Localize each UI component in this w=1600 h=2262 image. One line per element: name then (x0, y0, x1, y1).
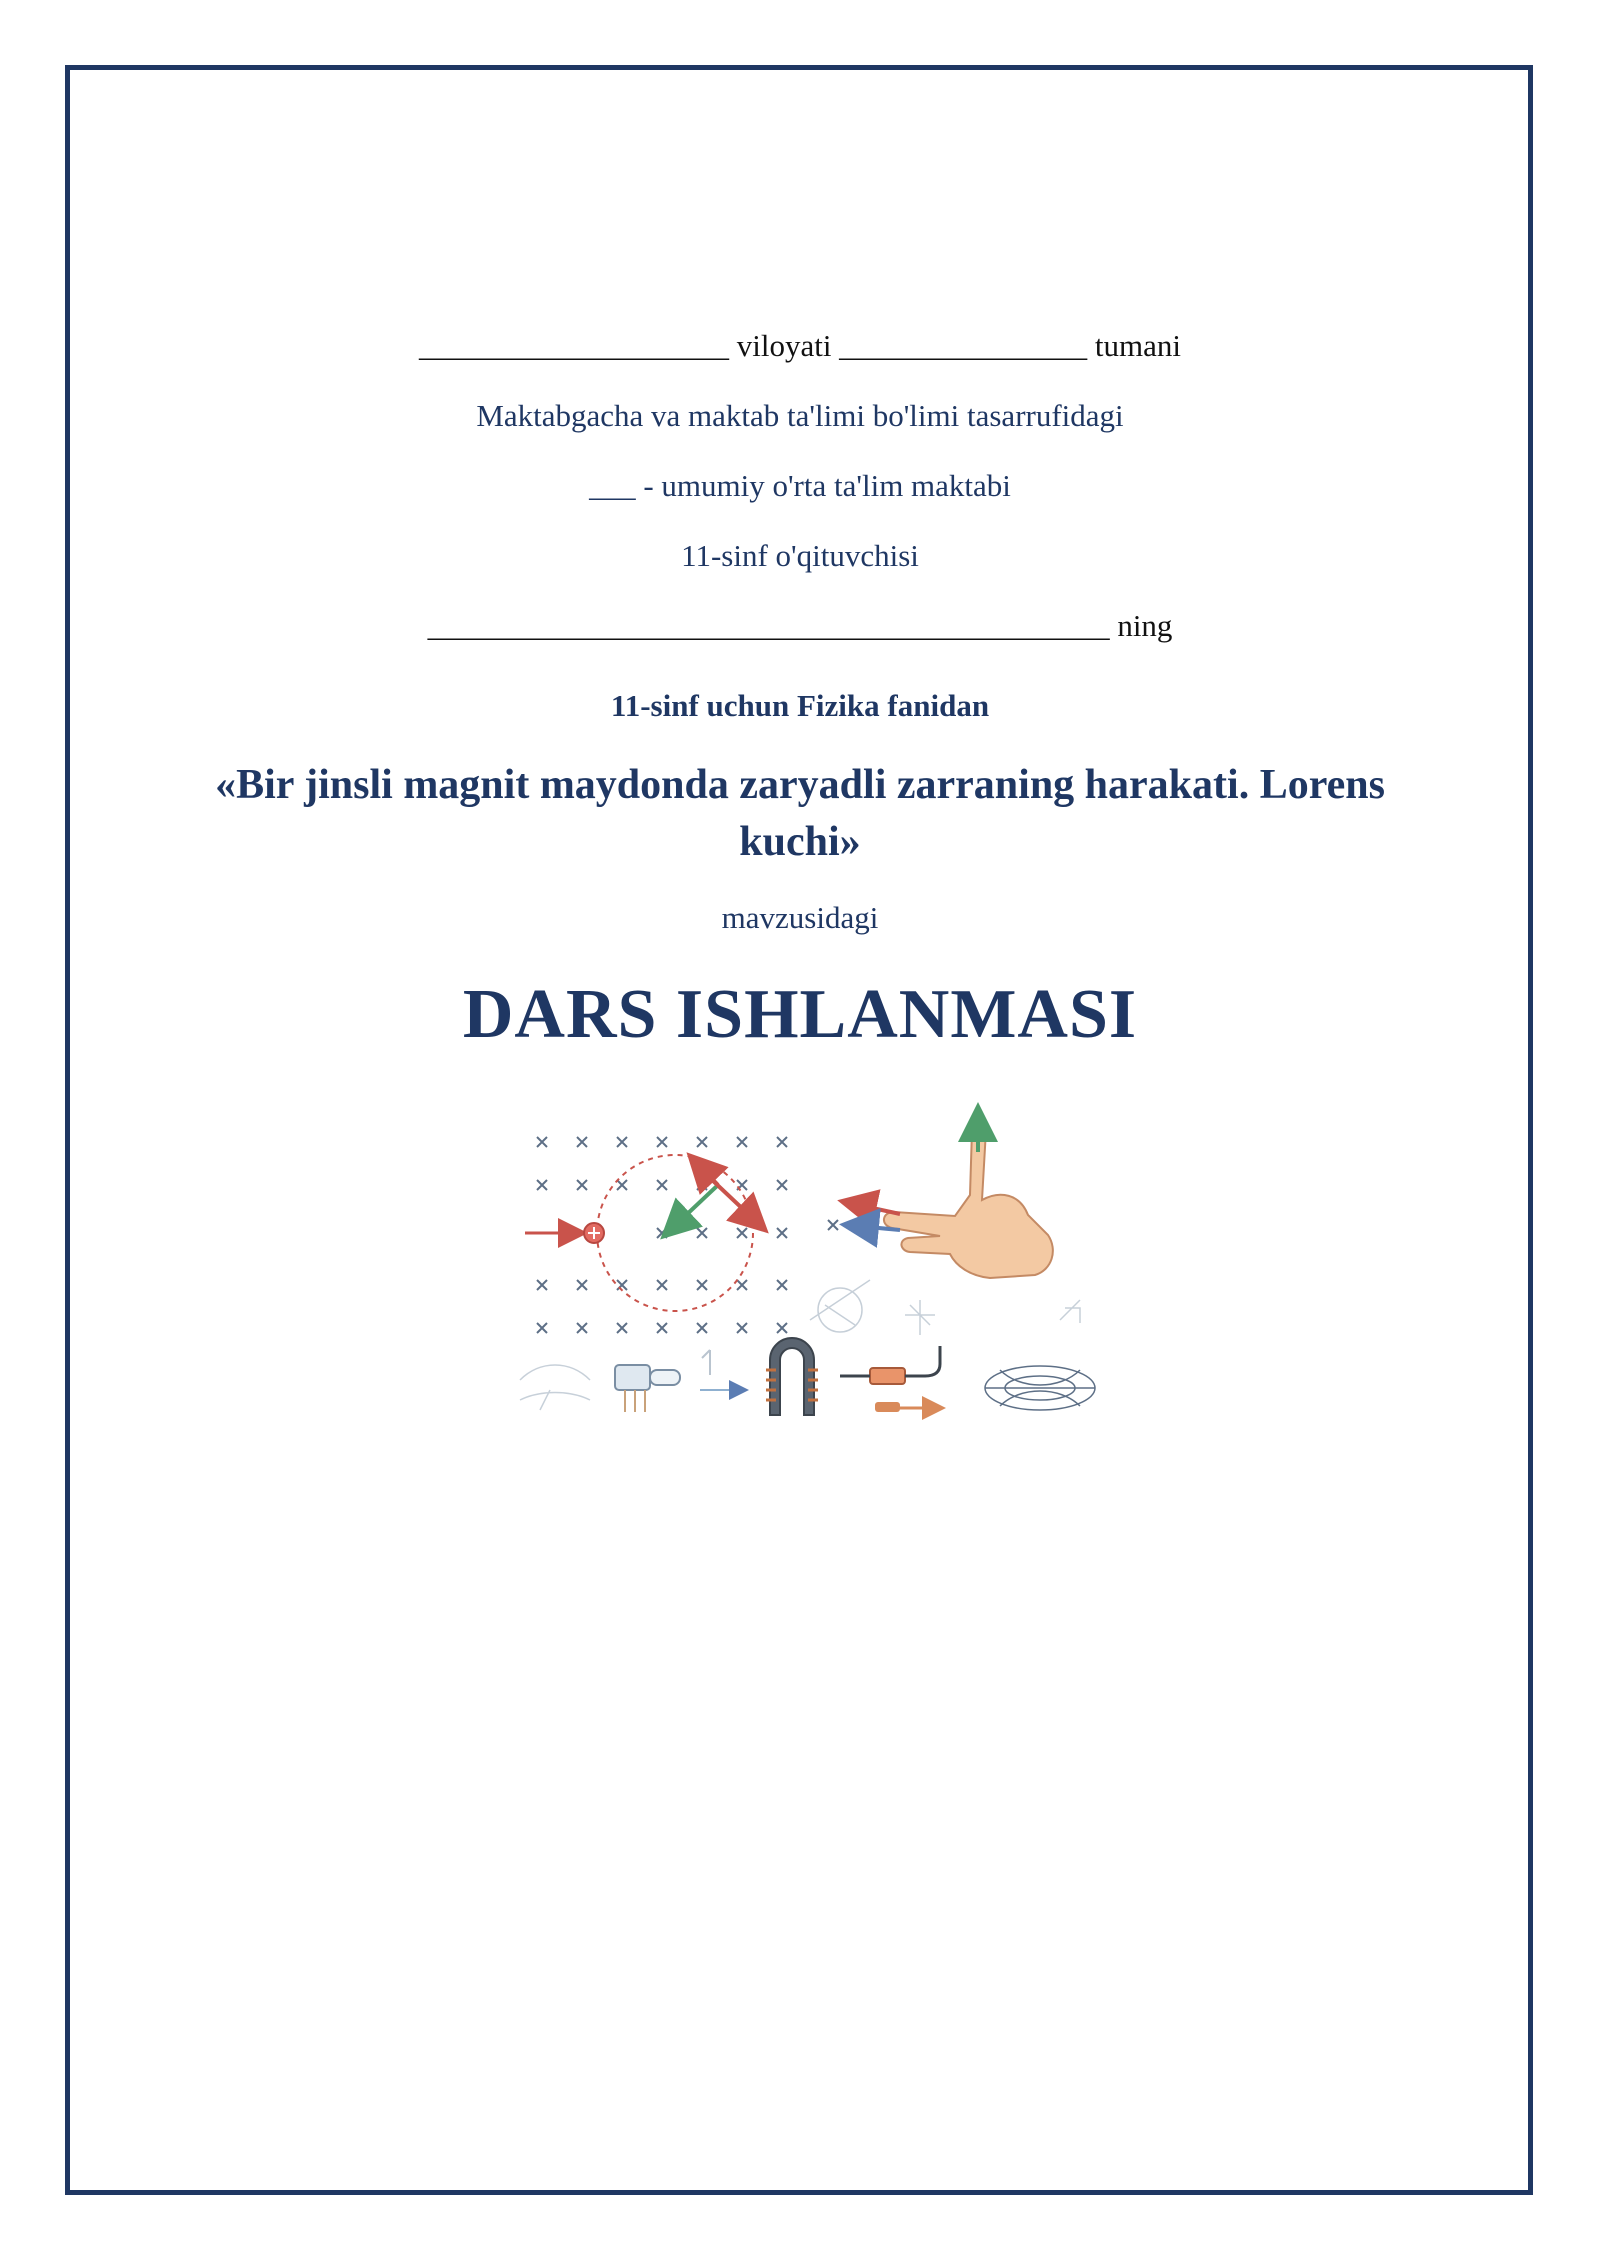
topic-suffix: mavzusidagi (721, 900, 879, 935)
teacher-name-line: ____________________________________________ ning (427, 608, 1173, 643)
left-hand-rule-icon (828, 1110, 1053, 1278)
teacher-role-line: 11-sinf o'qituvchisi (681, 538, 919, 573)
subject-line: 11-sinf uchun Fizika fanidan (610, 688, 990, 723)
school-line: ___ - umumiy o'rta ta'lim maktabi (589, 468, 1011, 503)
department-line: Maktabgacha va maktab ta'limi bo'limi tasarrufidagi (476, 398, 1124, 433)
bottom-devices (615, 1338, 1095, 1415)
particle-orbit (597, 1155, 753, 1311)
lorentz-force-illustration (480, 1090, 1130, 1445)
document-title: DARS ISHLANMASI (462, 976, 1138, 1053)
region-line: ____________________ viloyati ________________ tumani (418, 328, 1182, 363)
magnetic-field-crosses (537, 1137, 787, 1333)
topic-title: «Bir jinsli magnit maydonda zaryadli zarraning harakati. Lorens kuchi» (215, 762, 1385, 865)
